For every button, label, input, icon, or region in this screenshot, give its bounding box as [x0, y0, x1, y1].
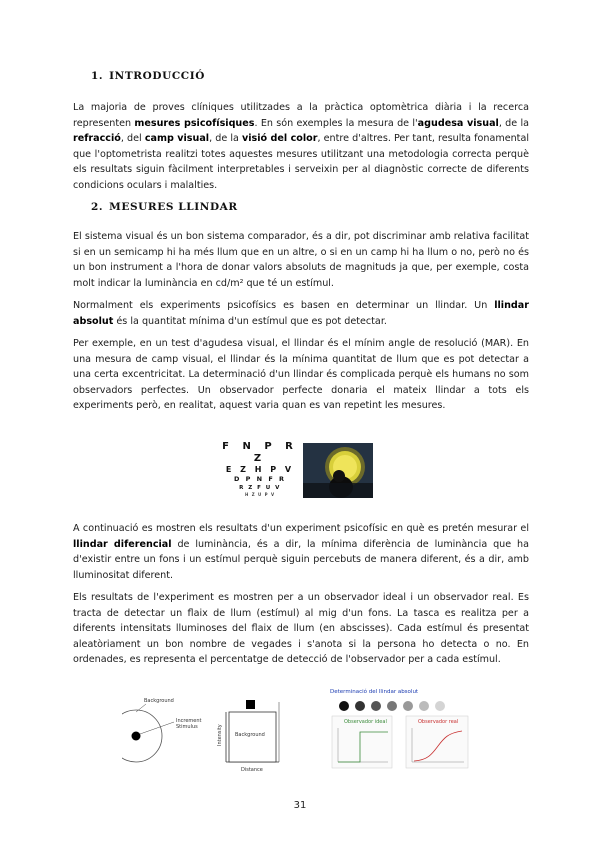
perimeter-photo [303, 443, 373, 498]
section-2-heading [91, 201, 238, 213]
chart-row: R Z F U V [239, 485, 281, 491]
chart-row: E Z H P V [225, 465, 295, 474]
threshold-paragraph-1: El sistema visual és un bon sistema comparador, és a dir, pot discriminar amb relativa facilitat si en un semicamp hi ha més llum que en un altre, o si en un camp hi ha llum o no, però no és un bon instrument a l'hora de donar valors absoluts de magnituds ja que, per exemple, costa molt indicar la luminància en cd/m² que té un estímul. [73, 231, 529, 289]
threshold-results-figure [330, 688, 470, 772]
stimulus-intensity-dot [371, 701, 381, 711]
y-axis-label: Intensity [217, 724, 223, 746]
chart-row: D P N F R [233, 475, 287, 483]
threshold-paragraph-2: Normalment els experiments psicofísics es basen en determinar un llindar. Un llindar absolut és la quantitat mínima d'un estímul que es pot detectar. [73, 300, 529, 327]
x-axis-label: Distance [241, 767, 263, 773]
increment-label: Increment [176, 718, 202, 724]
intro-paragraph: La majoria de proves clíniques utilitzades a la pràctica optomètrica diària i la recerca representen mesures psicofísiques. En són exemples la mesura de l'agudesa visual, de la refracció, del camp visual, de la visió del color, entre d'altres. Per tant, resulta fonamental que l'optometrista realitzi totes aquestes mesures utilitzant una metodologia correcta perquè els resultats siguin fàcilment interpretables i serveixin per al diagnòstic correcte de diferents condicions oculars i malalties. [73, 102, 529, 191]
stimulus-label: Stimulus [176, 724, 198, 730]
page-number: 31 [293, 800, 307, 811]
stimulus-intensity-dot [403, 701, 413, 711]
stimulus-intensity-dot [435, 701, 445, 711]
middle-background-label: Background [235, 732, 265, 738]
section-number: 1. [91, 70, 104, 82]
stimulus-intensity-dot [339, 701, 349, 711]
stimulus-diagram [122, 688, 214, 766]
acuity-chart-figure [221, 441, 299, 503]
stimulus-square [246, 700, 255, 709]
chart-row: H Z U P V [244, 492, 276, 497]
chart-row: F N P R Z [222, 441, 298, 464]
stimulus-intensity-dot [355, 701, 365, 711]
section-1-heading [91, 70, 205, 82]
threshold-paragraph-5: Els resultats de l'experiment es mostren per a un observador ideal i un observador real. Es tracta de detectar un flaix de llum (estímul) al mig d'un fons. La tasca es realitza per a diferents intensitats lluminoses del flaix de llum (en abscisses). Cada estímul és presentat aleatòriament un bon nombre de vegades i s'anota si la persona ho detecta o no. En ordenades, es representa el percentatge de detecció de l'observador per a cada estímul. [73, 592, 529, 666]
ideal-observer-title: Observador ideal [344, 719, 387, 725]
background-field [122, 710, 162, 762]
threshold-paragraph-4: A continuació es mostren els resultats d'un experiment psicofísic en què es pretén mesurar el llindar diferencial de luminància, és a dir, la mínima diferència de luminància que ha d'existir entre un fons i un estímul perquè siguin percebuts de manera diferent, és a dir, amb lluminositat diferent. [73, 523, 529, 581]
background-label: Background [144, 698, 174, 704]
stimulus-intensity-dot [419, 701, 429, 711]
results-title: Determinació del llindar absolut [330, 689, 419, 695]
real-observer-title: Observador real [418, 719, 459, 725]
section-title: MESURES LLINDAR [109, 201, 238, 213]
section-number: 2. [91, 201, 104, 213]
stimulus-intensity-dot [387, 701, 397, 711]
intensity-diagram [215, 688, 295, 774]
section-title: INTRODUCCIÓ [109, 70, 206, 82]
threshold-paragraph-3: Per exemple, en un test d'agudesa visual, el llindar és el mínim angle de resolució (MAR). En una mesura de camp visual, el llindar és la mínima quantitat de llum que es pot detectar a una certa excentricitat. La determinació d'un llindar és complicada perquè els humans no som observadors perfectes. Un observador perfecte donaria el mateix llindar a tots els experiments però, en realitat, aquest varia quan es van repetint les mesures. [73, 338, 529, 412]
stimulus-dot [132, 732, 141, 741]
